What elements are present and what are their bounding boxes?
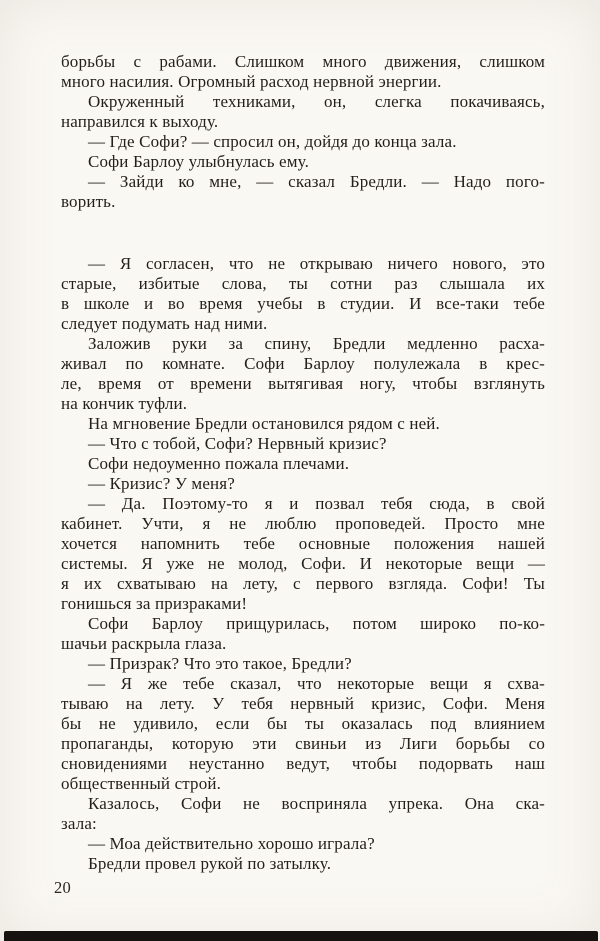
text-line: я их схватываю на лету, с первого взгляда. Софи! Ты: [61, 574, 545, 593]
text-line: следует подумать над ними.: [61, 314, 268, 333]
text-line: много насилия. Огромный расход нервной энергии.: [61, 72, 442, 91]
text-line: ворить.: [61, 192, 116, 211]
text-line: Бредли провел рукой по затылку.: [88, 854, 332, 873]
text-line: гонишься за призраками!: [61, 594, 248, 613]
text-line: Заложив руки за спину, Бредли медленно расха-: [88, 334, 545, 353]
page-number: 20: [54, 878, 72, 897]
text-line: бы не удивило, если бы ты оказалась под влиянием: [61, 714, 545, 733]
text-line: шачьи раскрыла глаза.: [61, 634, 227, 653]
scan-edge-artifact: [4, 931, 598, 941]
text-line: Софи недоуменно пожала плечами.: [88, 454, 350, 473]
text-line: Казалось, Софи не восприняла упрека. Она ска-: [88, 794, 545, 813]
text-line: Софи Барлоу улыбнулась ему.: [88, 152, 310, 171]
text-line: — Кризис? У меня?: [88, 474, 235, 493]
text-line: системы. Я уже не молод, Софи. И некоторые вещи —: [61, 554, 545, 573]
text-line: — Да. Поэтому-то я и позвал тебя сюда, в свой: [88, 494, 545, 513]
text-line: борьбы с рабами. Слишком много движения, слишком: [61, 52, 545, 71]
text-line: пропаганды, которую эти свиньи из Лиги борьбы со: [61, 734, 545, 753]
text-line: тываю на лету. У тебя нервный кризис, Софи. Меня: [61, 694, 545, 713]
text-line: зала:: [61, 814, 97, 833]
text-line: в школе и во время учебы в студии. И все-таки тебе: [61, 294, 545, 313]
text-line: старые, избитые слова, ты сотни раз слышала их: [61, 274, 545, 293]
text-line: — Где Софи? — спросил он, дойдя до конца зала.: [88, 132, 457, 151]
text-line: — Зайди ко мне, — сказал Бредли. — Надо пого-: [88, 172, 545, 191]
text-line: общественный строй.: [61, 774, 222, 793]
text-line: На мгновение Бредли остановился рядом с ней.: [88, 414, 440, 433]
text-block: [61, 52, 545, 874]
text-line: живал по комнате. Софи Барлоу полулежала в крес-: [61, 354, 545, 373]
text-line: хочется напомнить тебе основные положения нашей: [61, 534, 545, 553]
text-line: Софи Барлоу прищурилась, потом широко по-ко-: [88, 614, 545, 633]
text-line: — Я согласен, что не открываю ничего нового, это: [88, 254, 545, 273]
text-line: ле, время от времени вытягивая ногу, чтобы взглянуть: [61, 374, 545, 393]
text-line: Окруженный техниками, он, слегка покачиваясь,: [88, 92, 545, 111]
text-line: на кончик туфли.: [61, 394, 188, 413]
section-break: [61, 212, 545, 254]
text-line: — Моа действительно хорошо играла?: [88, 834, 375, 853]
text-line: — Я же тебе сказал, что некоторые вещи я схва-: [88, 674, 545, 693]
text-line: — Призрак? Что это такое, Бредли?: [88, 654, 352, 673]
text-line: направился к выходу.: [61, 112, 219, 131]
text-line: кабинет. Учти, я не люблю проповедей. Просто мне: [61, 514, 545, 533]
text-line: — Что с тобой, Софи? Нервный кризис?: [88, 434, 387, 453]
text-line: сновидениями неустанно ведут, чтобы подорвать наш: [61, 754, 545, 773]
